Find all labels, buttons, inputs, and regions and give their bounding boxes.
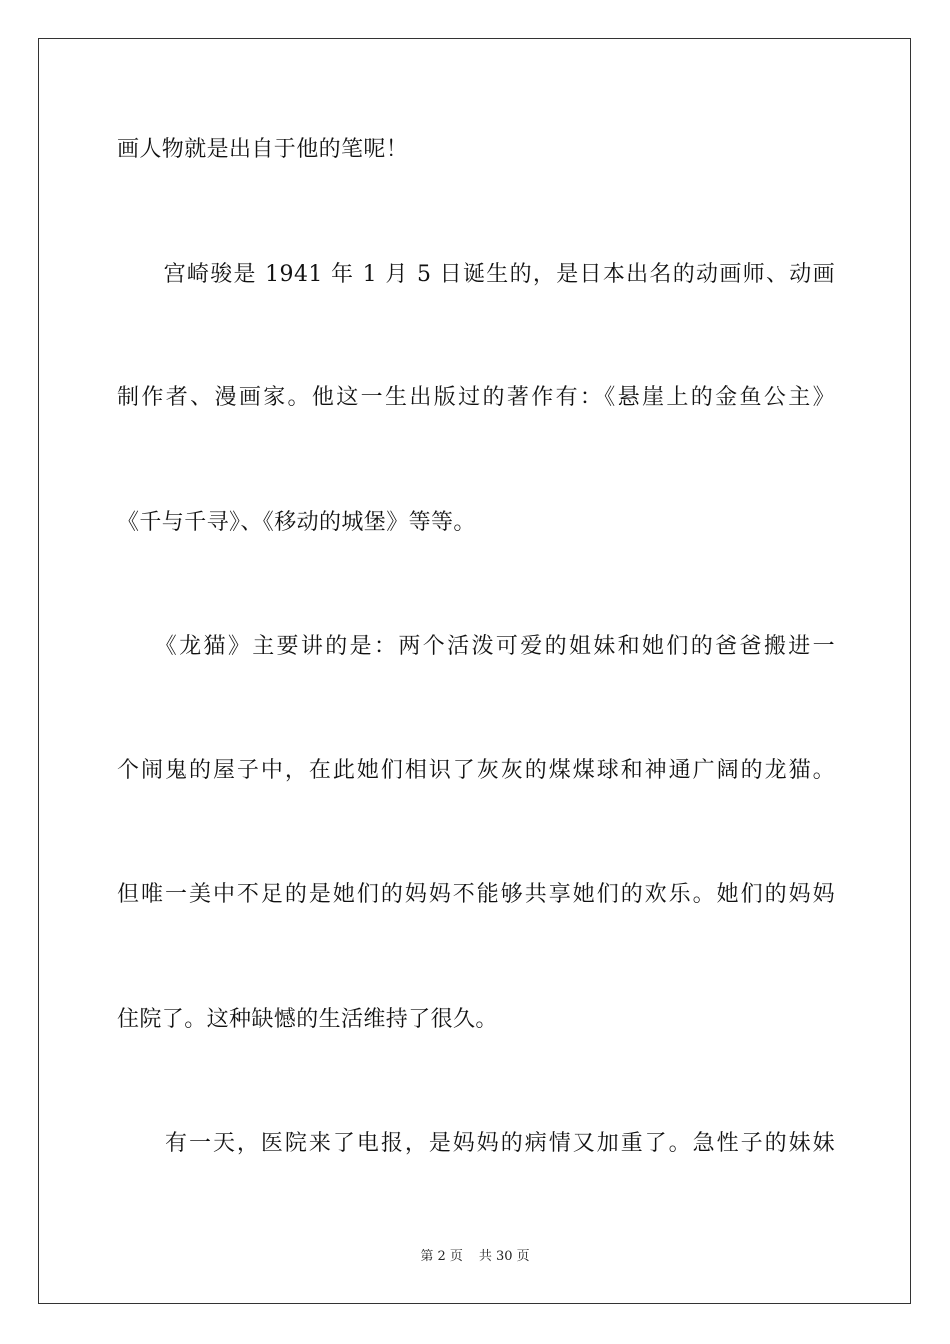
page-number: 第 2 页 [420, 1249, 463, 1264]
page-border [38, 38, 911, 1304]
text-line-1: 画人物就是出自于他的笔呢！ [117, 137, 409, 162]
text-line-5: 《龙猫》主要讲的是：两个活泼可爱的姐妹和她们的爸爸搬进一 [117, 634, 835, 659]
total-pages: 共 30 页 [478, 1249, 530, 1264]
text-line-3: 制作者、漫画家。他这一生出版过的著作有：《悬崖上的金鱼公主》 [117, 385, 835, 410]
text-line-9: 有一天，医院来了电报，是妈妈的病情又加重了。急性子的妹妹 [117, 1131, 835, 1156]
text-line-2: 宫崎骏是 1941 年 1 月 5 日诞生的，是日本出名的动画师、动画 [117, 262, 835, 287]
text-line-6: 个闹鬼的屋子中，在此她们相识了灰灰的煤煤球和神通广阔的龙猫。 [117, 758, 835, 783]
text-line-7: 但唯一美中不足的是她们的妈妈不能够共享她们的欢乐。她们的妈妈 [117, 882, 835, 907]
text-line-8: 住院了。这种缺憾的生活维持了很久。 [117, 1007, 498, 1032]
page-footer [0, 1249, 950, 1265]
text-line-4: 《千与千寻》、《移动的城堡》等等。 [117, 510, 476, 535]
